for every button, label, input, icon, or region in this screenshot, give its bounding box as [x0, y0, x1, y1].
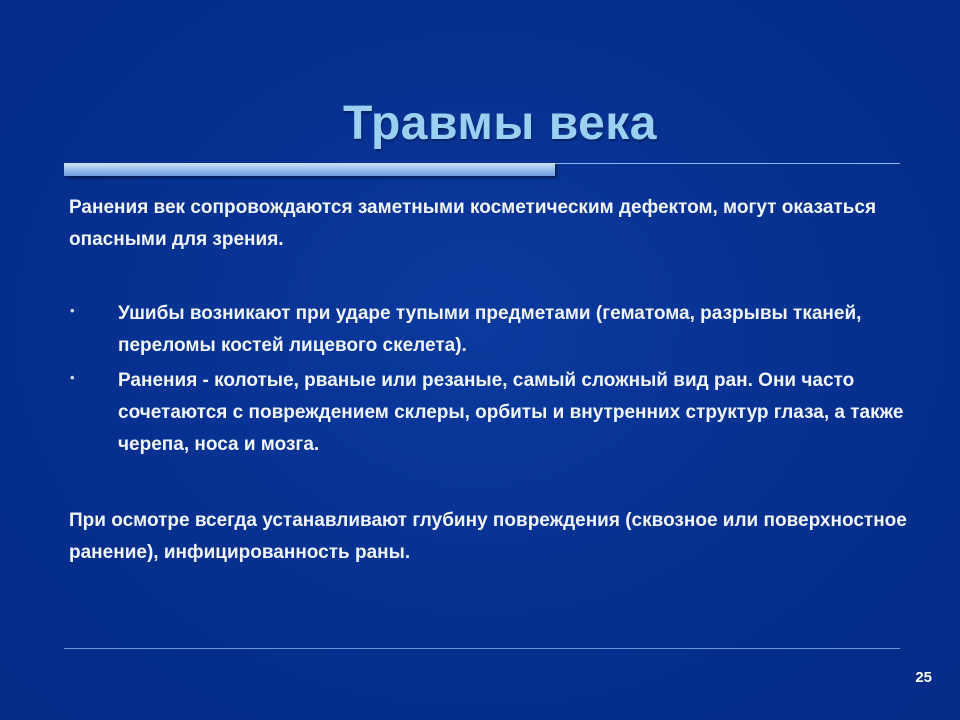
title-underline-bar: [64, 163, 555, 176]
bullet-item: [69, 298, 909, 362]
intro-paragraph: Ранения век сопровождаются заметными косметическим дефектом, могут оказаться опасными для зрения.: [69, 197, 877, 250]
bullet-icon: •: [70, 370, 75, 385]
bullet-icon: •: [70, 303, 75, 318]
bullet-text: Ранения - колотые, рваные или резаные, самый сложный вид ран. Они часто сочетаются с повреждением склеры, орбиты и внутренних структур глаза, а также черепа, носа и мозга.: [118, 370, 904, 455]
bullet-text: Ушибы возникают при ударе тупыми предметами (гематома, разрывы тканей, переломы костей лицевого скелета).: [118, 303, 862, 356]
bullet-item: [69, 365, 909, 461]
bullet-list: [69, 298, 909, 464]
footer-divider: [64, 648, 900, 649]
conclusion-paragraph: При осмотре всегда устанавливают глубину повреждения (сквозное или поверхностное ранение), инфицированность раны.: [69, 510, 907, 563]
slide-title: Травмы века: [342, 97, 657, 150]
title-underline-line: [555, 163, 900, 164]
page-number: 25: [915, 669, 932, 686]
